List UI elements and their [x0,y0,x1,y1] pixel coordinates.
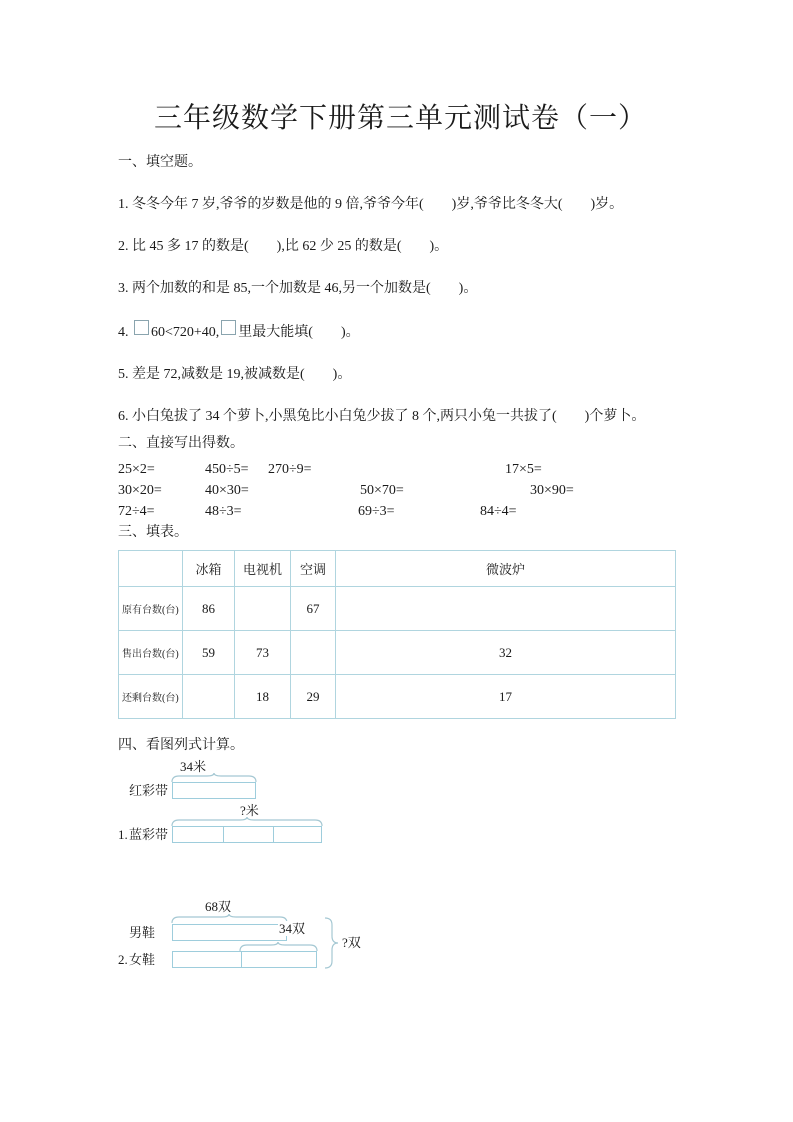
section-oral-calc [118,433,683,522]
ribbon-diagram [118,759,683,849]
table-cell: 67 [291,587,336,631]
table-cell: 59 [183,631,235,675]
blank-box-icon [134,320,149,335]
bar-tick [223,827,224,842]
question-4 [118,320,683,344]
item-number-1: 1. [118,827,128,842]
section-3-heading: 三、填表。 [118,525,188,540]
question-6: 6. 小白兔拔了 34 个萝卜,小黑兔比小白兔少拔了 8 个,两只小兔一共拔了( )个萝卜。 [118,409,646,424]
calc-row [118,480,683,501]
red-ribbon-bar [172,782,256,799]
women-shoes-bar [172,951,317,968]
table-cell [336,587,676,631]
calc-item: 69÷3= [358,504,395,519]
table-cell [183,675,235,719]
calc-item: 25×2= [118,462,155,477]
table-row-label: 原有台数(台) [119,587,183,631]
question-3: 3. 两个加数的和是 85,一个加数是 46,另一个加数是( )。 [118,281,478,296]
calc-item: 270÷9= [268,462,312,477]
men-shoes-label: 男鞋 [129,925,156,940]
table-row [119,675,676,719]
calc-item: 30×90= [530,483,574,498]
table-cell: 32 [336,631,676,675]
calc-row [118,459,683,480]
men-shoes-count-label: 68双 [205,899,232,914]
table-row-label: 售出台数(台) [119,631,183,675]
red-ribbon-label: 红彩带 [129,783,169,798]
calc-item: 450÷5= [205,462,249,477]
question-4-pre: 4. [118,325,132,340]
calc-item: 50×70= [360,483,404,498]
calc-row [118,501,683,522]
table-cell: 18 [235,675,291,719]
table-header-cell: 空调 [291,551,336,587]
over-brace-icon [172,914,287,924]
table-row [119,631,676,675]
table-cell: 29 [291,675,336,719]
section-1-heading: 一、填空题。 [118,155,202,170]
section-4-heading: 四、看图列式计算。 [118,738,244,753]
women-shoes-label: 女鞋 [129,952,156,967]
blue-ribbon-label: 蓝彩带 [129,827,169,842]
section-fill-table [118,522,683,719]
shoes-diagram [118,899,683,973]
calc-item: 30×20= [118,483,162,498]
table-cell: 86 [183,587,235,631]
table-header-cell: 电视机 [235,551,291,587]
table-header-cell [119,551,183,587]
fill-table [118,550,676,719]
calc-item: 72÷4= [118,504,155,519]
section-fill-blanks [118,152,683,428]
blank-box-icon [221,320,236,335]
calc-item: 48÷3= [205,504,242,519]
red-ribbon-length-label: 34米 [180,759,207,774]
calc-grid [118,459,683,522]
table-row-label: 还剩台数(台) [119,675,183,719]
section-picture-equations [118,735,683,973]
women-shoes-extra-label: 34双 [279,921,306,936]
question-4-post: 里最大能填( )。 [238,325,360,340]
table-header-cell: 微波炉 [336,551,676,587]
calc-item: 40×30= [205,483,249,498]
table-header-cell: 冰箱 [183,551,235,587]
bar-tick [241,952,242,967]
question-5: 5. 差是 72,减数是 19,被减数是( )。 [118,367,352,382]
question-2: 2. 比 45 多 17 的数是( ),比 62 少 25 的数是( )。 [118,239,449,254]
total-pairs-label: ?双 [342,935,361,950]
table-cell [291,631,336,675]
right-brace-icon [324,917,340,969]
table-cell [235,587,291,631]
table-cell: 73 [235,631,291,675]
table-header-row [119,551,676,587]
table-row [119,587,676,631]
question-4-mid: 60<720+40, [151,325,220,340]
question-1: 1. 冬冬今年 7 岁,爷爷的岁数是他的 9 倍,爷爷今年( )岁,爷爷比冬冬大( )岁。 [118,197,624,212]
calc-item: 84÷4= [480,504,517,519]
blue-ribbon-length-label: ?米 [240,803,259,818]
calc-item: 17×5= [505,462,542,477]
page-title: 三年级数学下册第三单元测试卷（一） [153,103,647,134]
men-shoes-bar [172,924,287,941]
blue-ribbon-bar [172,826,322,843]
item-number-2: 2. [118,952,128,967]
bar-tick [273,827,274,842]
section-2-heading: 二、直接写出得数。 [118,436,244,451]
table-cell: 17 [336,675,676,719]
